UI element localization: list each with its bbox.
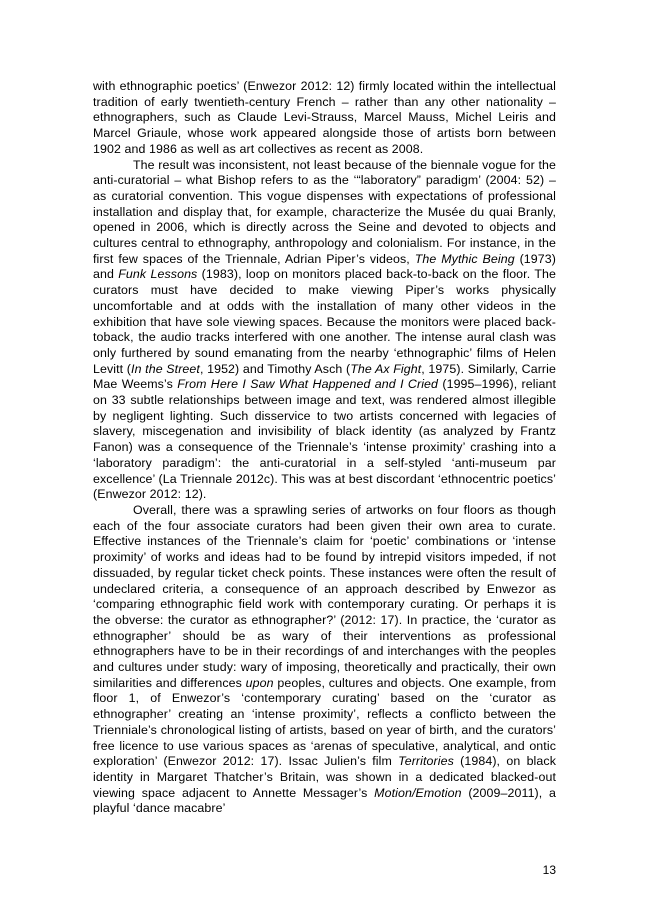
text-run: (1984), on black identity in Margaret Thatcher’s Britain, was shown in a dedicated blacked-out viewing space adjacent to Annette Messager’s [93, 754, 556, 800]
italic-text-run: upon [245, 675, 274, 690]
text-run: (1973) and [93, 251, 556, 282]
text-run: , 1952) and Timothy Asch ( [199, 361, 351, 376]
italic-text-run: Funk Lessons [118, 267, 198, 282]
paragraph [93, 79, 556, 158]
text-run: (1983), loop on monitors placed back-to-back on the floor. The curators must have decided to make viewing Piper’s works physically uncomfortable and at odds with the installation of many other videos in the exhibition that have sole viewing spaces. Because the monitors were placed back-toback, the audio tracks interfered with one another. The intense aural clash was only furthered by sound emanating from the nearby ‘ethnographic’ films of Helen Levitt ( [93, 267, 556, 376]
text-run: (1995–1996), reliant on 33 subtle relationships between image and text, was rendered almost illegible by negligent lighting. Such disservice to two artists concerned with legacies of slavery, miscegenation and invisibility of black identity (as analyzed by Frantz Fanon) was a consequence of the Triennale’s ‘intense proximity’ crashing into a ‘laboratory paradigm’: the anti-curatorial in a self-styled ‘anti-museum par excellence’ (La Triennale 2012c). This was at best discordant ‘ethnocentric poetics’ (Enwezor 2012: 12). [93, 377, 557, 502]
italic-text-run: Territories [398, 754, 454, 769]
text-run: , 1975). Similarly, Carrie Mae Weems’s [93, 361, 556, 392]
paragraph [93, 503, 556, 817]
italic-text-run: From Here I Saw What Happened and I Cried [177, 377, 439, 392]
italic-text-run: The Mythic Being [414, 251, 515, 266]
page-number: 13 [542, 863, 556, 877]
page-text-block [93, 79, 556, 817]
text-run: peoples, cultures and objects. One example, from floor 1, of Enwezor’s ‘contemporary curating’ based on the ‘curator as ethnographer’ creating an ‘intense proximity’, reflects a conflicto between the Trienniale’s chronological listing of artists, based on year of birth, and the curators’ free licence to use various spaces as ‘arenas of speculative, analytical, and ontic exploration’ (Enwezor 2012: 17). Issac Julien’s film [93, 675, 556, 769]
italic-text-run: The Ax Fight [350, 361, 422, 376]
paragraph [93, 158, 556, 503]
text-run: Overall, there was a sprawling series of artworks on four floors as though each of the four associate curators had been given their own area to curate. Effective instances of the Triennale’s claim for ‘poetic’ combinations or ‘intense proximity’ of works and ideas had to be found by intrepid visitors impeded, if not dissuaded, by regular ticket check points. These instances were often the result of undeclared criteria, a consequence of an approach described by Enwezor as ‘comparing ethnographic field work with contemporary curating. Or perhaps it is the obverse: the curator as ethnographer?’ (2012: 17). In practice, the ‘curator as ethnographer’ should be as wary of their interventions as professional ethnographers have to be in their recordings of and interchanges with the peoples and cultures under study: wary of imposing, theoretically and practically, their own similarities and differences [93, 502, 556, 690]
text-run: (2009–2011), a playful ‘dance macabre’ [93, 785, 556, 816]
italic-text-run: In the Street [131, 361, 200, 376]
text-run: with ethnographic poetics’ (Enwezor 2012: 12) firmly located within the intellectual tradition of early twentieth-century French – rather than any other nationality – ethnographers, such as Claude Levi-Strauss, Marcel Mauss, Michel Leiris and Marcel Griaule, whose work appeared alongside those of artists born between 1902 and 1986 as well as art collectives as recent as 2008. [93, 79, 556, 156]
text-run: The result was inconsistent, not least because of the biennale vogue for the anti-curatorial – what Bishop refers to as the ‘“laboratory” paradigm’ (2004: 52) – as curatorial convention. This vogue dispenses with expectations of professional installation and display that, for example, characterize the Musée du quai Branly, opened in 2006, which is directly across the Seine and devoted to objects and cultures central to ethnography, anthropology and colonialism. For instance, in the first few spaces of the Triennale, Adrian Piper’s videos, [93, 157, 556, 266]
italic-text-run: Motion/Emotion [374, 785, 462, 800]
